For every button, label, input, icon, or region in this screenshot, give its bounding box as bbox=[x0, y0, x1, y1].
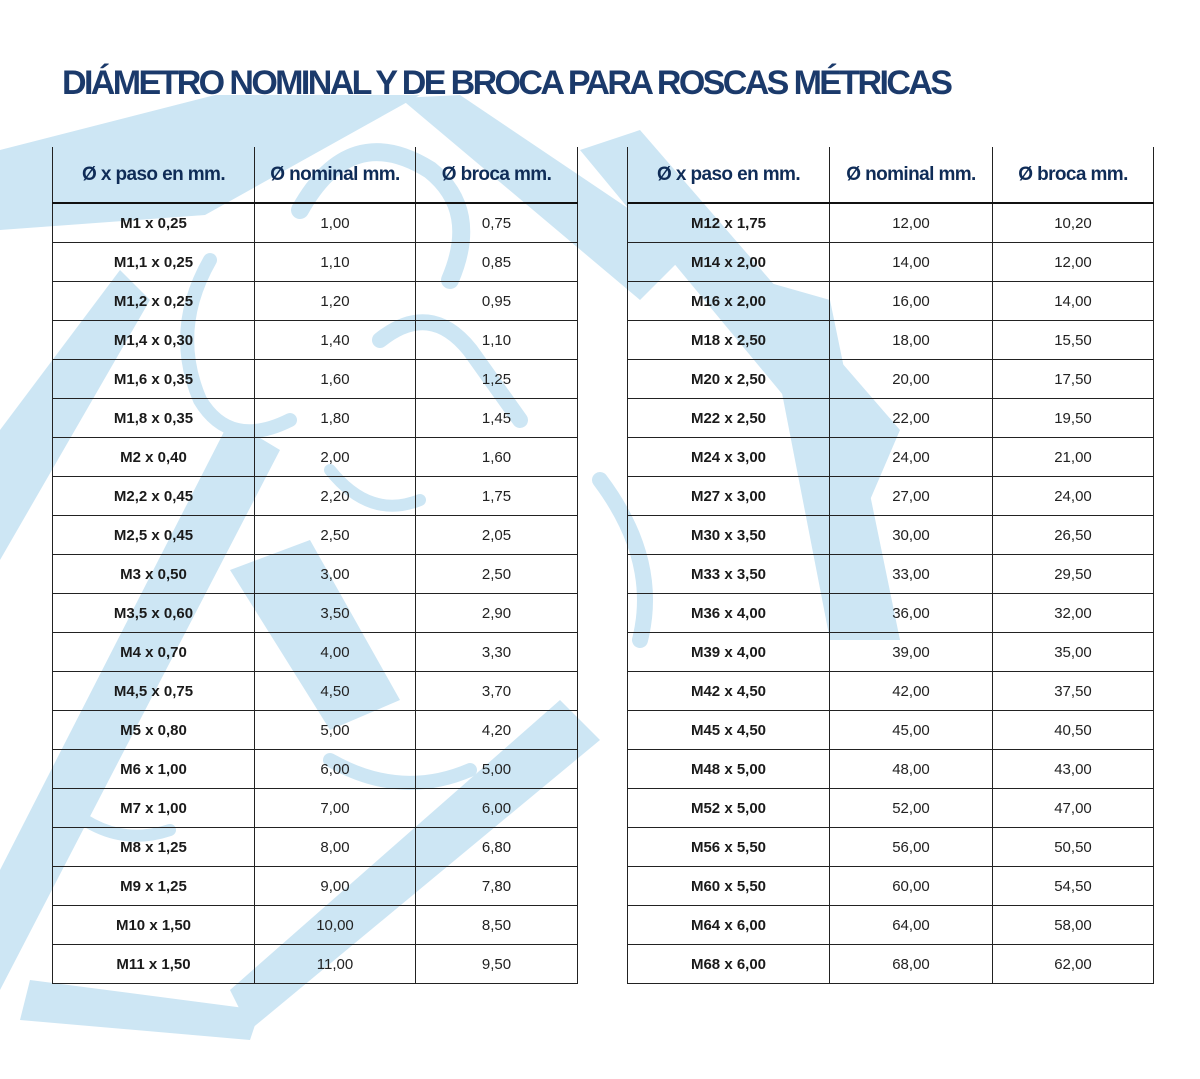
table-row bbox=[628, 477, 1154, 516]
drill-diameter-cell: 62,00 bbox=[993, 945, 1154, 984]
table-row bbox=[628, 555, 1154, 594]
thread-table-left bbox=[52, 147, 578, 984]
drill-diameter-cell: 43,00 bbox=[993, 750, 1154, 789]
thread-cell: M2,2 x 0,45 bbox=[53, 477, 255, 516]
nominal-diameter-cell: 45,00 bbox=[830, 711, 993, 750]
column-header-thread: Ø x paso en mm. bbox=[53, 147, 255, 203]
nominal-diameter-cell: 48,00 bbox=[830, 750, 993, 789]
drill-diameter-cell: 2,05 bbox=[416, 516, 578, 555]
nominal-diameter-cell: 1,00 bbox=[255, 203, 416, 243]
table-row bbox=[628, 594, 1154, 633]
drill-diameter-cell: 21,00 bbox=[993, 438, 1154, 477]
column-header-nominal: Ø nominal mm. bbox=[830, 147, 993, 203]
table-row bbox=[53, 516, 578, 555]
nominal-diameter-cell: 3,50 bbox=[255, 594, 416, 633]
thread-cell: M8 x 1,25 bbox=[53, 828, 255, 867]
thread-cell: M11 x 1,50 bbox=[53, 945, 255, 984]
table-row bbox=[53, 594, 578, 633]
nominal-diameter-cell: 20,00 bbox=[830, 360, 993, 399]
nominal-diameter-cell: 7,00 bbox=[255, 789, 416, 828]
table-row bbox=[628, 945, 1154, 984]
drill-diameter-cell: 6,80 bbox=[416, 828, 578, 867]
table-row bbox=[53, 945, 578, 984]
drill-diameter-cell: 50,50 bbox=[993, 828, 1154, 867]
thread-cell: M1,1 x 0,25 bbox=[53, 243, 255, 282]
thread-cell: M1,4 x 0,30 bbox=[53, 321, 255, 360]
drill-diameter-cell: 37,50 bbox=[993, 672, 1154, 711]
drill-diameter-cell: 5,00 bbox=[416, 750, 578, 789]
drill-diameter-cell: 6,00 bbox=[416, 789, 578, 828]
nominal-diameter-cell: 1,20 bbox=[255, 282, 416, 321]
thread-cell: M20 x 2,50 bbox=[628, 360, 830, 399]
thread-cell: M3 x 0,50 bbox=[53, 555, 255, 594]
nominal-diameter-cell: 9,00 bbox=[255, 867, 416, 906]
nominal-diameter-cell: 4,00 bbox=[255, 633, 416, 672]
thread-cell: M18 x 2,50 bbox=[628, 321, 830, 360]
drill-diameter-cell: 32,00 bbox=[993, 594, 1154, 633]
thread-cell: M4,5 x 0,75 bbox=[53, 672, 255, 711]
nominal-diameter-cell: 30,00 bbox=[830, 516, 993, 555]
table-row bbox=[628, 828, 1154, 867]
table-row bbox=[53, 906, 578, 945]
drill-diameter-cell: 1,10 bbox=[416, 321, 578, 360]
table-row bbox=[53, 633, 578, 672]
table-row bbox=[53, 243, 578, 282]
thread-cell: M2 x 0,40 bbox=[53, 438, 255, 477]
nominal-diameter-cell: 12,00 bbox=[830, 203, 993, 243]
column-header-drill: Ø broca mm. bbox=[416, 147, 578, 203]
drill-diameter-cell: 7,80 bbox=[416, 867, 578, 906]
table-row bbox=[53, 750, 578, 789]
table-row bbox=[628, 867, 1154, 906]
table-row bbox=[628, 203, 1154, 243]
drill-diameter-cell: 10,20 bbox=[993, 203, 1154, 243]
nominal-diameter-cell: 52,00 bbox=[830, 789, 993, 828]
drill-diameter-cell: 4,20 bbox=[416, 711, 578, 750]
column-header-nominal: Ø nominal mm. bbox=[255, 147, 416, 203]
thread-cell: M56 x 5,50 bbox=[628, 828, 830, 867]
thread-cell: M14 x 2,00 bbox=[628, 243, 830, 282]
drill-diameter-cell: 54,50 bbox=[993, 867, 1154, 906]
nominal-diameter-cell: 1,40 bbox=[255, 321, 416, 360]
thread-cell: M52 x 5,00 bbox=[628, 789, 830, 828]
nominal-diameter-cell: 14,00 bbox=[830, 243, 993, 282]
drill-diameter-cell: 14,00 bbox=[993, 282, 1154, 321]
thread-cell: M24 x 3,00 bbox=[628, 438, 830, 477]
drill-diameter-cell: 17,50 bbox=[993, 360, 1154, 399]
drill-diameter-cell: 3,70 bbox=[416, 672, 578, 711]
nominal-diameter-cell: 2,50 bbox=[255, 516, 416, 555]
thread-cell: M45 x 4,50 bbox=[628, 711, 830, 750]
thread-cell: M9 x 1,25 bbox=[53, 867, 255, 906]
page-title: DIÁMETRO NOMINAL Y DE BROCA PARA ROSCAS MÉTRICAS bbox=[62, 64, 951, 102]
table-row bbox=[53, 399, 578, 438]
nominal-diameter-cell: 1,80 bbox=[255, 399, 416, 438]
nominal-diameter-cell: 33,00 bbox=[830, 555, 993, 594]
drill-diameter-cell: 15,50 bbox=[993, 321, 1154, 360]
thread-cell: M10 x 1,50 bbox=[53, 906, 255, 945]
drill-diameter-cell: 9,50 bbox=[416, 945, 578, 984]
nominal-diameter-cell: 10,00 bbox=[255, 906, 416, 945]
nominal-diameter-cell: 1,60 bbox=[255, 360, 416, 399]
table-row bbox=[53, 360, 578, 399]
table-row bbox=[628, 789, 1154, 828]
nominal-diameter-cell: 24,00 bbox=[830, 438, 993, 477]
nominal-diameter-cell: 11,00 bbox=[255, 945, 416, 984]
drill-diameter-cell: 19,50 bbox=[993, 399, 1154, 438]
drill-diameter-cell: 24,00 bbox=[993, 477, 1154, 516]
thread-cell: M1,8 x 0,35 bbox=[53, 399, 255, 438]
table-row bbox=[628, 360, 1154, 399]
drill-diameter-cell: 0,85 bbox=[416, 243, 578, 282]
table-row bbox=[53, 438, 578, 477]
column-header-thread: Ø x paso en mm. bbox=[628, 147, 830, 203]
thread-cell: M39 x 4,00 bbox=[628, 633, 830, 672]
table-row bbox=[53, 672, 578, 711]
thread-cell: M48 x 5,00 bbox=[628, 750, 830, 789]
thread-cell: M64 x 6,00 bbox=[628, 906, 830, 945]
drill-diameter-cell: 1,60 bbox=[416, 438, 578, 477]
drill-diameter-cell: 1,75 bbox=[416, 477, 578, 516]
thread-cell: M1,6 x 0,35 bbox=[53, 360, 255, 399]
thread-cell: M6 x 1,00 bbox=[53, 750, 255, 789]
table-row bbox=[628, 633, 1154, 672]
header-row bbox=[53, 147, 578, 203]
thread-cell: M2,5 x 0,45 bbox=[53, 516, 255, 555]
nominal-diameter-cell: 8,00 bbox=[255, 828, 416, 867]
drill-diameter-cell: 3,30 bbox=[416, 633, 578, 672]
nominal-diameter-cell: 5,00 bbox=[255, 711, 416, 750]
table-row bbox=[53, 867, 578, 906]
drill-diameter-cell: 12,00 bbox=[993, 243, 1154, 282]
table-row bbox=[53, 789, 578, 828]
table-row bbox=[53, 321, 578, 360]
nominal-diameter-cell: 2,00 bbox=[255, 438, 416, 477]
drill-diameter-cell: 0,95 bbox=[416, 282, 578, 321]
nominal-diameter-cell: 18,00 bbox=[830, 321, 993, 360]
drill-diameter-cell: 29,50 bbox=[993, 555, 1154, 594]
table-row bbox=[628, 399, 1154, 438]
thread-cell: M5 x 0,80 bbox=[53, 711, 255, 750]
thread-cell: M33 x 3,50 bbox=[628, 555, 830, 594]
drill-diameter-cell: 0,75 bbox=[416, 203, 578, 243]
column-header-drill: Ø broca mm. bbox=[993, 147, 1154, 203]
thread-cell: M1 x 0,25 bbox=[53, 203, 255, 243]
nominal-diameter-cell: 22,00 bbox=[830, 399, 993, 438]
thread-cell: M60 x 5,50 bbox=[628, 867, 830, 906]
thread-cell: M36 x 4,00 bbox=[628, 594, 830, 633]
nominal-diameter-cell: 1,10 bbox=[255, 243, 416, 282]
nominal-diameter-cell: 6,00 bbox=[255, 750, 416, 789]
thread-cell: M3,5 x 0,60 bbox=[53, 594, 255, 633]
thread-cell: M7 x 1,00 bbox=[53, 789, 255, 828]
nominal-diameter-cell: 36,00 bbox=[830, 594, 993, 633]
nominal-diameter-cell: 16,00 bbox=[830, 282, 993, 321]
table-row bbox=[53, 203, 578, 243]
nominal-diameter-cell: 56,00 bbox=[830, 828, 993, 867]
drill-diameter-cell: 1,45 bbox=[416, 399, 578, 438]
table-row bbox=[53, 477, 578, 516]
drill-diameter-cell: 47,00 bbox=[993, 789, 1154, 828]
thread-cell: M68 x 6,00 bbox=[628, 945, 830, 984]
nominal-diameter-cell: 68,00 bbox=[830, 945, 993, 984]
nominal-diameter-cell: 2,20 bbox=[255, 477, 416, 516]
thread-cell: M4 x 0,70 bbox=[53, 633, 255, 672]
thread-cell: M16 x 2,00 bbox=[628, 282, 830, 321]
thread-cell: M30 x 3,50 bbox=[628, 516, 830, 555]
header-row bbox=[628, 147, 1154, 203]
nominal-diameter-cell: 64,00 bbox=[830, 906, 993, 945]
table-row bbox=[628, 711, 1154, 750]
drill-diameter-cell: 26,50 bbox=[993, 516, 1154, 555]
nominal-diameter-cell: 3,00 bbox=[255, 555, 416, 594]
drill-diameter-cell: 1,25 bbox=[416, 360, 578, 399]
table-row bbox=[628, 282, 1154, 321]
table-row bbox=[628, 438, 1154, 477]
nominal-diameter-cell: 4,50 bbox=[255, 672, 416, 711]
drill-diameter-cell: 2,90 bbox=[416, 594, 578, 633]
table-row bbox=[628, 672, 1154, 711]
table-row bbox=[53, 282, 578, 321]
table-row bbox=[628, 906, 1154, 945]
table-row bbox=[53, 711, 578, 750]
table-row bbox=[53, 555, 578, 594]
thread-cell: M12 x 1,75 bbox=[628, 203, 830, 243]
nominal-diameter-cell: 42,00 bbox=[830, 672, 993, 711]
drill-diameter-cell: 58,00 bbox=[993, 906, 1154, 945]
thread-cell: M22 x 2,50 bbox=[628, 399, 830, 438]
thread-cell: M1,2 x 0,25 bbox=[53, 282, 255, 321]
drill-diameter-cell: 2,50 bbox=[416, 555, 578, 594]
drill-diameter-cell: 40,50 bbox=[993, 711, 1154, 750]
nominal-diameter-cell: 60,00 bbox=[830, 867, 993, 906]
table-row bbox=[628, 516, 1154, 555]
thread-cell: M42 x 4,50 bbox=[628, 672, 830, 711]
table-row bbox=[628, 750, 1154, 789]
thread-table-right bbox=[627, 147, 1154, 984]
drill-diameter-cell: 8,50 bbox=[416, 906, 578, 945]
nominal-diameter-cell: 27,00 bbox=[830, 477, 993, 516]
table-row bbox=[628, 243, 1154, 282]
table-row bbox=[53, 828, 578, 867]
drill-diameter-cell: 35,00 bbox=[993, 633, 1154, 672]
thread-cell: M27 x 3,00 bbox=[628, 477, 830, 516]
nominal-diameter-cell: 39,00 bbox=[830, 633, 993, 672]
table-row bbox=[628, 321, 1154, 360]
